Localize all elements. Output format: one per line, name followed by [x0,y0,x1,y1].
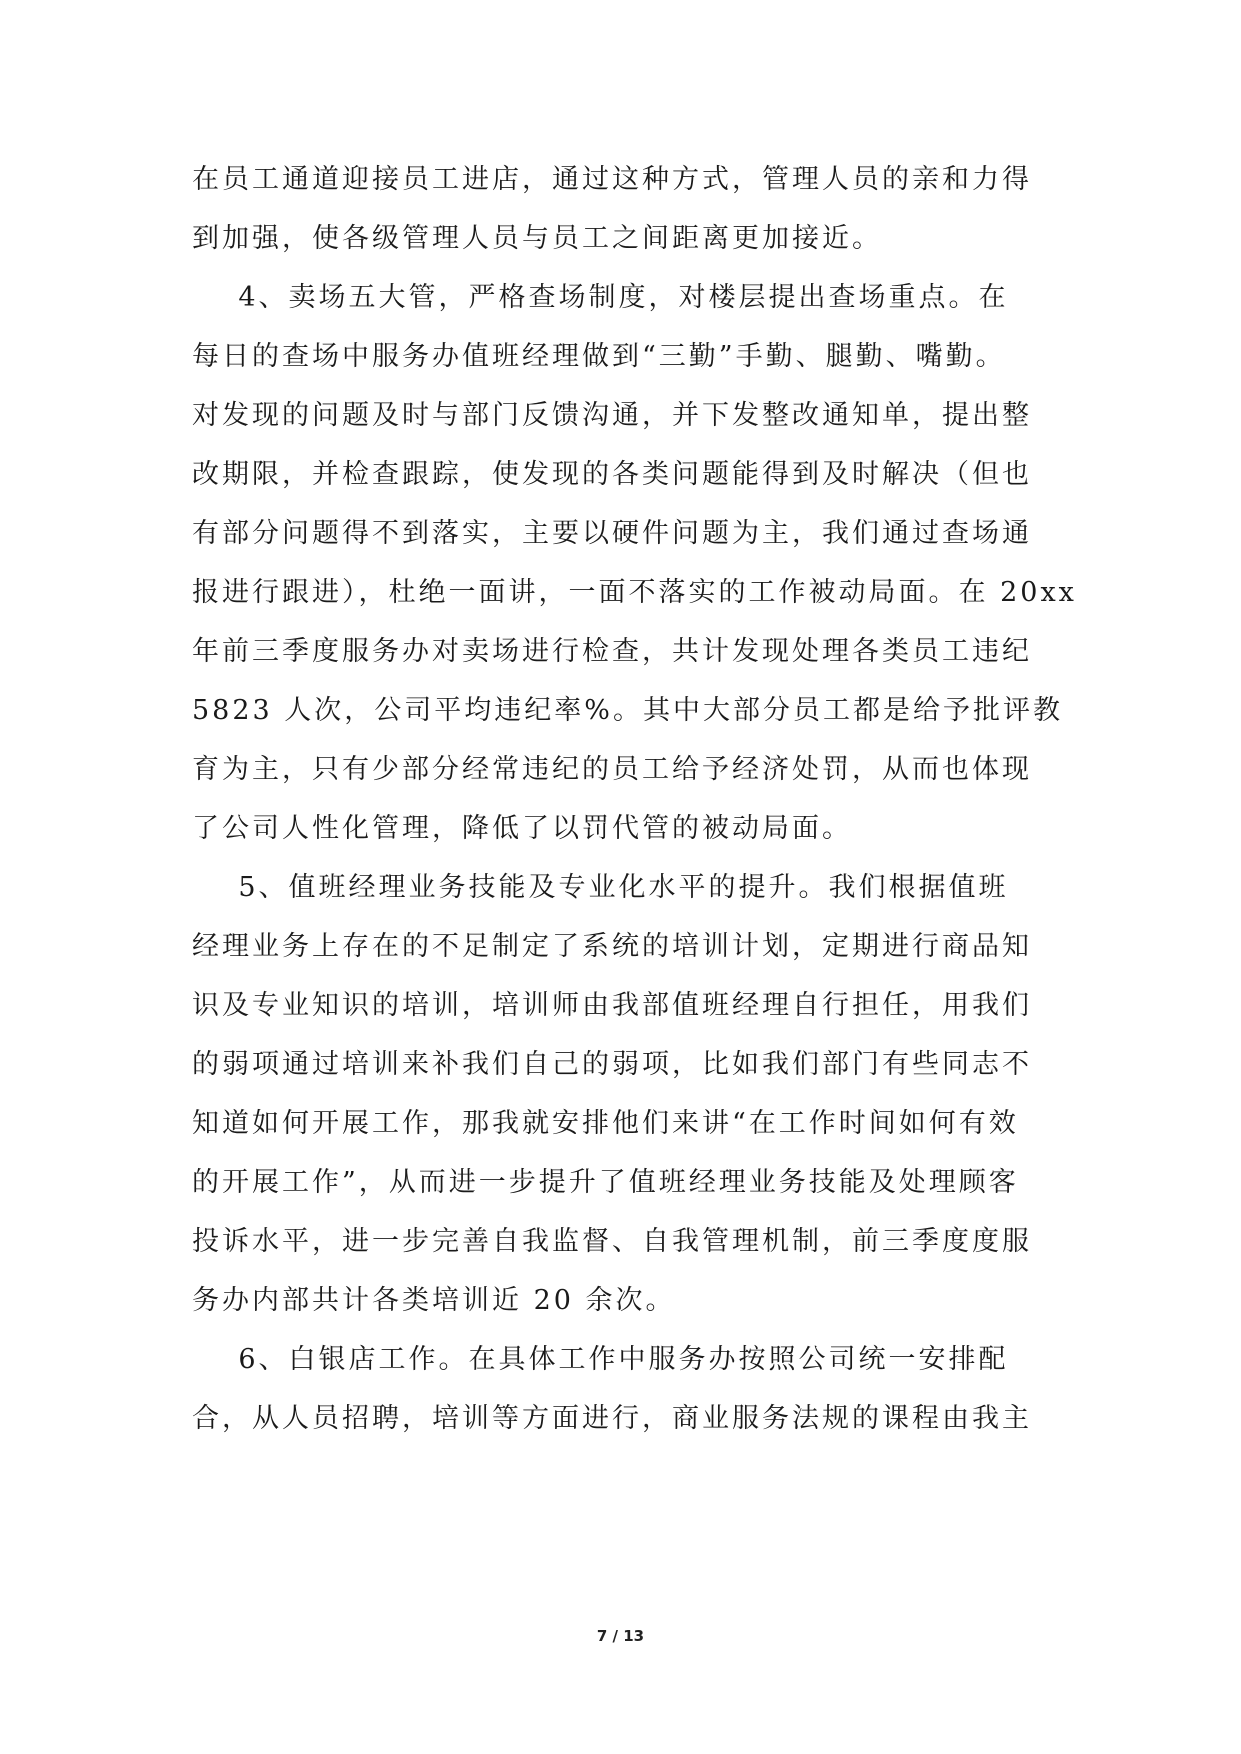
text-line: 育为主，只有少部分经常违纪的员工给予经济处罚，从而也体现 [192,754,1032,785]
text-line: 的弱项通过培训来补我们自己的弱项，比如我们部门有些同志不 [192,1049,1032,1080]
body-text [192,150,1077,1448]
text-line: 5、值班经理业务技能及专业化水平的提升。我们根据值班 [192,872,1009,903]
text-line: 识及专业知识的培训，培训师由我部值班经理自行担任，用我们 [192,990,1032,1021]
text-line: 4、卖场五大管，严格查场制度，对楼层提出查场重点。在 [192,282,1009,313]
text-line: 6、白银店工作。在具体工作中服务办按照公司统一安排配 [192,1344,1009,1375]
text-line: 了公司人性化管理，降低了以罚代管的被动局面。 [192,813,852,844]
text-line: 务办内部共计各类培训近 20 余次。 [192,1285,676,1316]
text-line: 的开展工作”，从而进一步提升了值班经理业务技能及处理顾客 [192,1167,1019,1198]
text-line: 5823 人次，公司平均违纪率%。其中大部分员工都是给予批评教 [192,695,1063,726]
text-line: 在员工通道迎接员工进店，通过这种方式，管理人员的亲和力得 [192,164,1032,195]
text-line: 每日的查场中服务办值班经理做到“三勤”手勤、腿勤、嘴勤。 [192,341,1006,372]
text-line: 年前三季度服务办对卖场进行检查，共计发现处理各类员工违纪 [192,636,1032,667]
text-line: 改期限，并检查跟踪，使发现的各类问题能得到及时解决（但也 [192,459,1032,490]
text-line: 对发现的问题及时与部门反馈沟通，并下发整改通知单，提出整 [192,400,1032,431]
text-line: 到加强，使各级管理人员与员工之间距离更加接近。 [192,223,882,254]
text-line: 合，从人员招聘，培训等方面进行，商业服务法规的课程由我主 [192,1403,1032,1434]
text-line: 报进行跟进），杜绝一面讲，一面不落实的工作被动局面。在 20xx [192,577,1077,608]
text-line: 投诉水平，进一步完善自我监督、自我管理机制，前三季度度服 [192,1226,1032,1257]
text-line: 经理业务上存在的不足制定了系统的培训计划，定期进行商品知 [192,931,1032,962]
page-number: 7 / 13 [596,1627,645,1645]
text-line: 知道如何开展工作，那我就安排他们来讲“在工作时间如何有效 [192,1108,1019,1139]
text-line: 有部分问题得不到落实，主要以硬件问题为主，我们通过查场通 [192,518,1032,549]
